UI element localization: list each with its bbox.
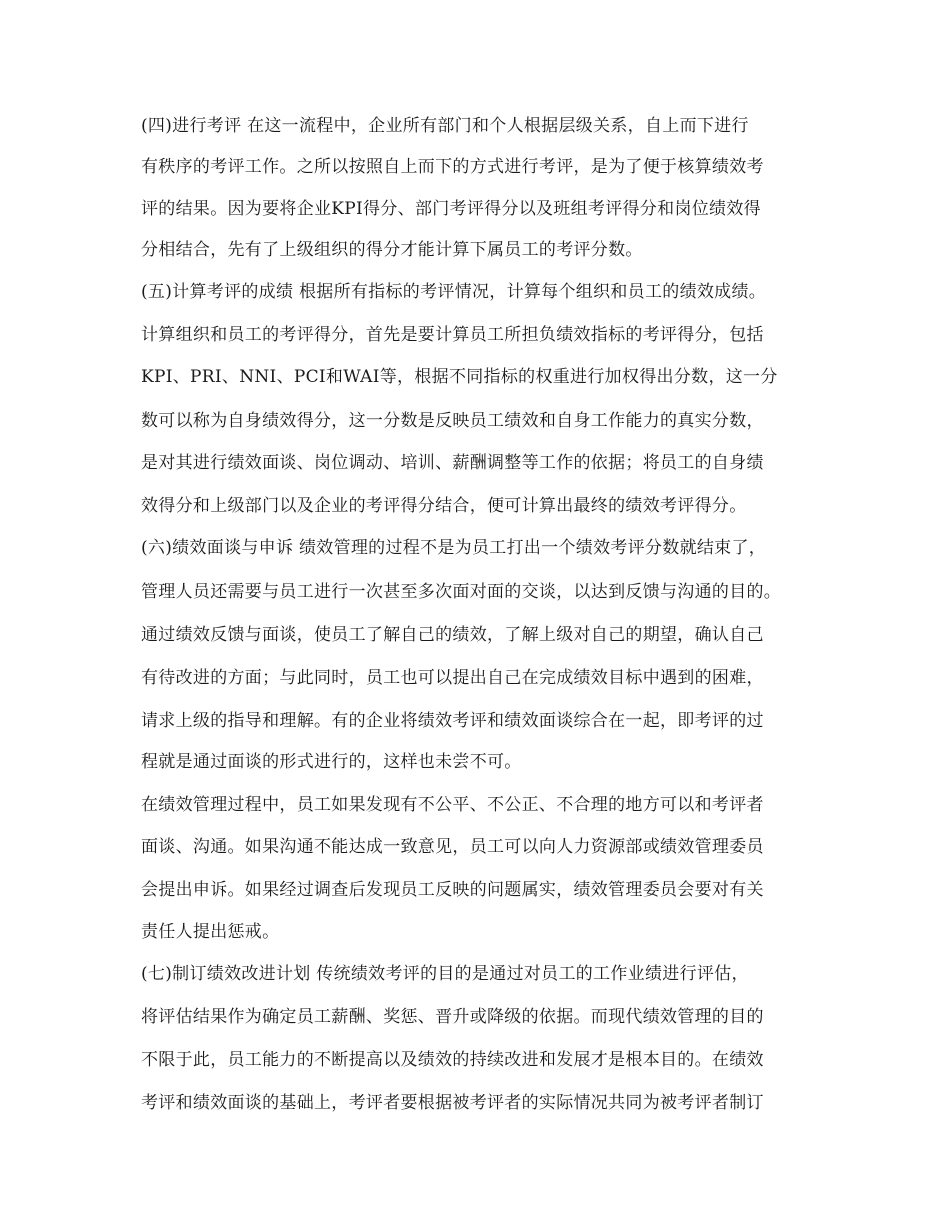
text-line: 责任人提出惩戒。 <box>141 922 280 942</box>
text-line: 通过绩效反馈与面谈，使员工了解自己的绩效，了解上级对自己的期望，确认自己 <box>141 625 764 645</box>
text-line: 请求上级的指导和理解。有的企业将绩效考评和绩效面谈综合在一起，即考评的过 <box>141 711 764 731</box>
text-line: (六)绩效面谈与申诉 绩效管理的过程不是为员工打出一个绩效考评分数就结束了， <box>141 538 767 558</box>
text-line: 分相结合，先有了上级组织的得分才能计算下属员工的考评分数。 <box>141 240 643 260</box>
text-line: 效得分和上级部门以及企业的考评得分结合，便可计算出最终的绩效考评得分。 <box>141 496 747 516</box>
text-line: 将评估结果作为确定员工薪酬、奖惩、晋升或降级的依据。而现代绩效管理的目的 <box>141 1007 764 1027</box>
text-line: 程就是通过面谈的形式进行的，这样也未尝不可。 <box>141 752 522 772</box>
text-line: 是对其进行绩效面谈、岗位调动、培训、薪酬调整等工作的依据；将员工的自身绩 <box>141 453 764 473</box>
text-line: 数可以称为自身绩效得分，这一分数是反映员工绩效和自身工作能力的真实分数， <box>141 411 764 431</box>
text-line: 管理人员还需要与员工进行一次甚至多次面对面的交谈，以达到反馈与沟通的目的。 <box>141 582 782 602</box>
text-line: (四)进行考评 在这一流程中，企业所有部门和个人根据层级关系，自上而下进行 <box>141 116 749 136</box>
text-line: 会提出申诉。如果经过调查后发现员工反映的问题属实，绩效管理委员会要对有关 <box>141 880 764 900</box>
text-line: 评的结果。因为要将企业KPI得分、部门考评得分以及班组考评得分和岗位绩效得 <box>141 199 761 219</box>
text-line: 面谈、沟通。如果沟通不能达成一致意见，员工可以向人力资源部或绩效管理委员 <box>141 837 764 857</box>
text-line: KPI、PRI、NNI、PCI和WAI等，根据不同指标的权重进行加权得出分数，这一分 <box>141 367 778 387</box>
text-line: (七)制订绩效改进计划 传统绩效考评的目的是通过对员工的工作业绩进行评估， <box>141 964 749 984</box>
text-line: 考评和绩效面谈的基础上，考评者要根据被考评者的实际情况共同为被考评者制订 <box>141 1093 764 1113</box>
text-line: (五)计算考评的成绩 根据所有指标的考评情况，计算每个组织和员工的绩效成绩。 <box>141 282 767 302</box>
text-line: 有待改进的方面；与此同时，员工也可以提出自己在完成绩效目标中遇到的困难， <box>141 668 764 688</box>
text-line: 不限于此，员工能力的不断提高以及绩效的持续改进和发展才是根本目的。在绩效 <box>141 1050 764 1070</box>
text-line: 在绩效管理过程中，员工如果发现有不公平、不公正、不合理的地方可以和考评者 <box>141 795 764 815</box>
text-line: 计算组织和员工的考评得分，首先是要计算员工所担负绩效指标的考评得分，包括 <box>141 325 764 345</box>
text-line: 有秩序的考评工作。之所以按照自上而下的方式进行考评，是为了便于核算绩效考 <box>141 157 764 177</box>
